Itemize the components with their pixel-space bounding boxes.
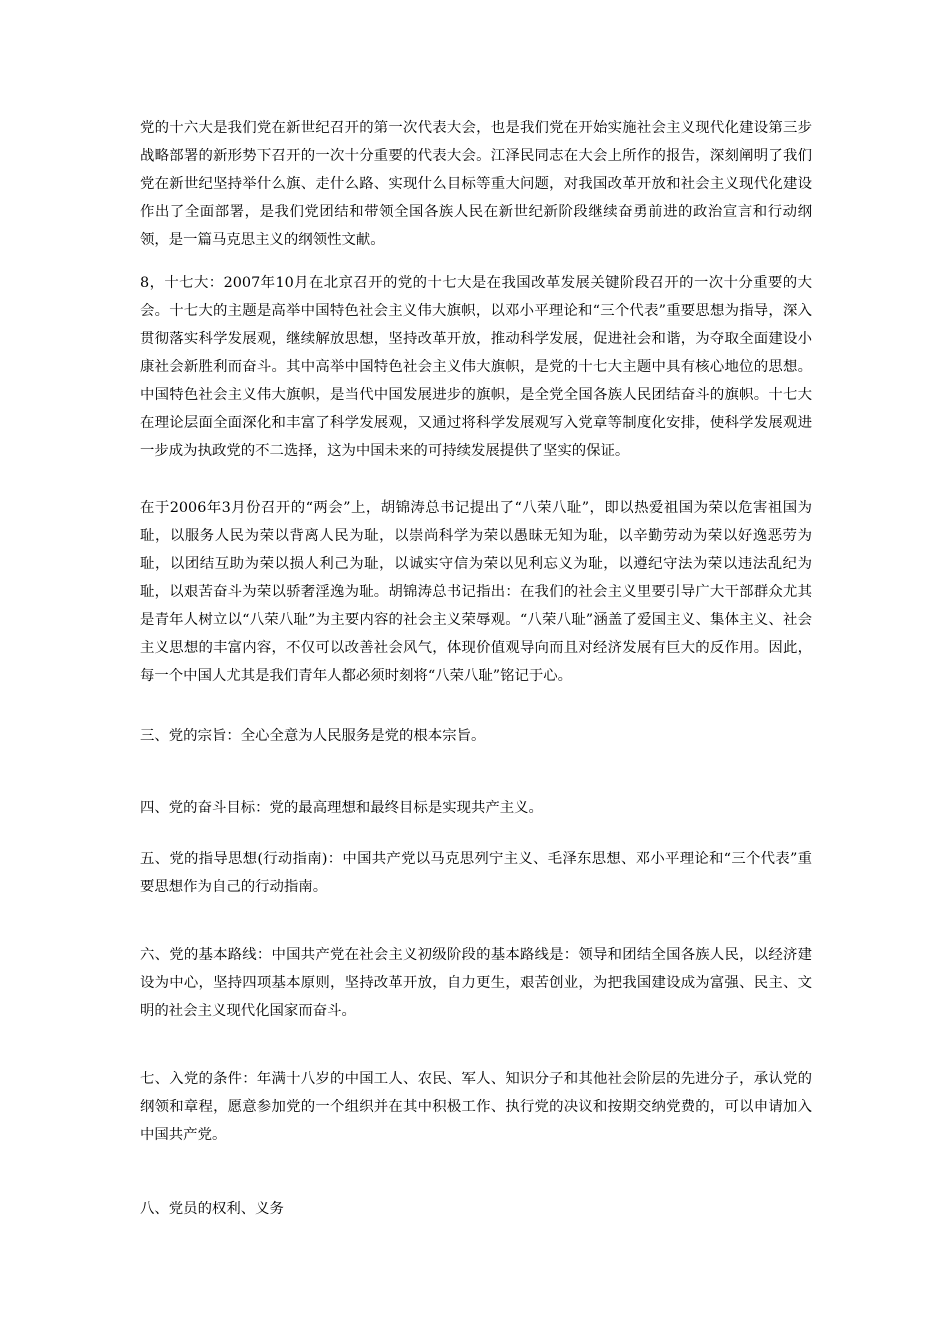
paragraph-party-goal: 四、党的奋斗目标：党的最高理想和最终目标是实现共产主义。 — [140, 800, 543, 816]
paragraph-party-purpose: 三、党的宗旨：全心全意为人民服务是党的根本宗旨。 — [140, 728, 486, 744]
paragraph-sixteenth-congress: 党的十六大是我们党在新世纪召开的第一次代表大会，也是我们党在开始实施社会主义现代化建设第三步战略部署的新形势下召开的一次十分重要的代表大会。江泽民同志在大会上所作的报告，深刻阐明了我们党在新世纪坚持举什么旗、走什么路、实现什么目标等重大问题，对我国改革开放和社会主义现代化建设作出了全面部署，是我们党团结和带领全国各族人民在新世纪新阶段继续奋勇前进的政治宣言和行动纲领，是一篇马克思主义的纲领性文献。 — [140, 120, 812, 248]
paragraph-guiding-thought: 五、党的指导思想(行动指南)：中国共产党以马克思列宁主义、毛泽东思想、邓小平理论和“三个代表”重要思想作为自己的行动指南。 — [140, 851, 812, 895]
paragraph-basic-line: 六、党的基本路线：中国共产党在社会主义初级阶段的基本路线是：领导和团结全国各族人民，以经济建设为中心，坚持四项基本原则，坚持改革开放，自力更生，艰苦创业，为把我国建设成为富强、民主、文明的社会主义现代化国家而奋斗。 — [140, 947, 812, 1019]
paragraph-membership-conditions: 七、入党的条件：年满十八岁的中国工人、农民、军人、知识分子和其他社会阶层的先进分子，承认党的纲领和章程，愿意参加党的一个组织并在其中积极工作、执行党的决议和按期交纳党费的，可以申请加入中国共产党。 — [140, 1071, 812, 1143]
section-heading-rights-duties: 八、党员的权利、义务 — [140, 1201, 284, 1217]
paragraph-seventeenth-congress: 8，十七大：2007年10月在北京召开的党的十七大是在我国改革发展关键阶段召开的一次十分重要的大会。十七大的主题是高举中国特色社会主义伟大旗帜，以邓小平理论和“三个代表”重要思想为指导，深入贯彻落实科学发展观，继续解放思想，坚持改革开放，推动科学发展，促进社会和谐，为夺取全面建设小康社会新胜利而奋斗。其中高举中国特色社会主义伟大旗帜，是党的十七大主题中具有核心地位的思想。中国特色社会主义伟大旗帜，是当代中国发展进步的旗帜，是全党全国各族人民团结奋斗的旗帜。十七大在理论层面全面深化和丰富了科学发展观，又通过将科学发展观写入党章等制度化安排，使科学发展观进一步成为执政党的不二选择，这为中国未来的可持续发展提供了坚实的保证。 — [140, 275, 812, 459]
paragraph-eight-honors: 在于2006年3月份召开的“两会”上，胡锦涛总书记提出了“八荣八耻”，即以热爱祖国为荣以危害祖国为耻，以服务人民为荣以背离人民为耻，以崇尚科学为荣以愚昧无知为耻，以辛勤劳动为荣以好逸恶劳为耻，以团结互助为荣以损人利己为耻，以诚实守信为荣以见利忘义为耻，以遵纪守法为荣以违法乱纪为耻，以艰苦奋斗为荣以骄奢淫逸为耻。胡锦涛总书记指出：在我们的社会主义里要引导广大干部群众尤其是青年人树立以“八荣八耻”为主要内容的社会主义荣辱观。“八荣八耻”涵盖了爱国主义、集体主义、社会主义思想的丰富内容，不仅可以改善社会风气，体现价值观导向而且对经济发展有巨大的反作用。因此，每一个中国人尤其是我们青年人都必须时刻将“八荣八耻”铭记于心。 — [140, 500, 812, 684]
